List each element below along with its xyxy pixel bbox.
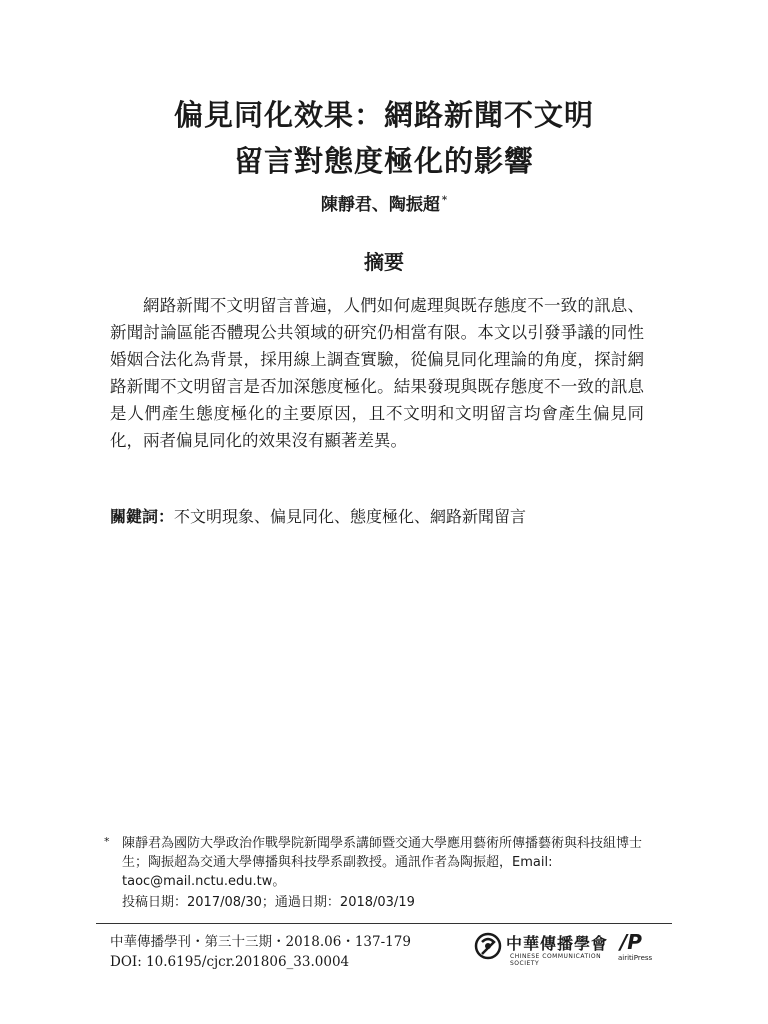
keywords bbox=[110, 504, 526, 527]
footnote-dates: 投稿日期：2017/08/30；通過日期：2018/03/19 bbox=[122, 895, 415, 910]
society-emblem-icon bbox=[474, 932, 502, 960]
keywords-value: 不文明現象、偏見同化、態度極化、網路新聞留言 bbox=[174, 507, 527, 526]
author-names: 陳靜君、陶振超 bbox=[320, 195, 440, 215]
airiti-mark: /P bbox=[620, 930, 642, 954]
title-line-2: 留言對態度極化的影響 bbox=[233, 144, 534, 178]
society-name-en: CHINESE COMMUNICATION SOCIETY bbox=[510, 953, 602, 967]
paper-title bbox=[0, 92, 768, 184]
chinese-communication-society-logo bbox=[474, 930, 614, 966]
journal-citation: 中華傳播學刊・第三十三期・2018.06・137-179 bbox=[110, 934, 411, 950]
publisher-logos bbox=[474, 930, 654, 966]
journal-doi: DOI: 10.6195/cjcr.201806_33.0004 bbox=[110, 954, 350, 970]
society-name-cn: 中華傳播學會 bbox=[506, 934, 609, 953]
footer-divider bbox=[96, 923, 672, 924]
footnote-marker: * bbox=[104, 835, 110, 848]
author-footnote-marker: * bbox=[441, 195, 448, 207]
footnote-text: 陳靜君為國防大學政治作戰學院新聞學系講師暨交通大學應用藝術所傳播藝術與科技組博士生；陶振超為交通大學傳播與科技學系副教授。通訊作者為陶振超，Email: taoc@mail.nctu.edu.tw。 bbox=[122, 836, 643, 889]
abstract-heading: 摘要 bbox=[364, 250, 404, 274]
airiti-press-logo bbox=[616, 930, 656, 966]
authors bbox=[0, 190, 768, 215]
author-footnote bbox=[104, 834, 648, 912]
airiti-name: airitiPress bbox=[618, 954, 653, 962]
abstract-body: 網路新聞不文明留言普遍，人們如何處理與既存態度不一致的訊息、新聞討論區能否體現公共領域的研究仍相當有限。本文以引發爭議的同性婚姻合法化為背景，採用線上調查實驗，從偏見同化理論的角度，探討網路新聞不文明留言是否加深態度極化。結果發現與既存態度不一致的訊息是人們產生態度極化的主要原因，且不文明和文明留言均會產生偏見同化，兩者偏見同化的效果沒有顯著差異。 bbox=[110, 296, 644, 450]
journal-info bbox=[110, 932, 411, 972]
title-line-1: 偏見同化效果：網路新聞不文明 bbox=[173, 98, 594, 132]
keywords-label: 關鍵詞： bbox=[110, 507, 175, 526]
